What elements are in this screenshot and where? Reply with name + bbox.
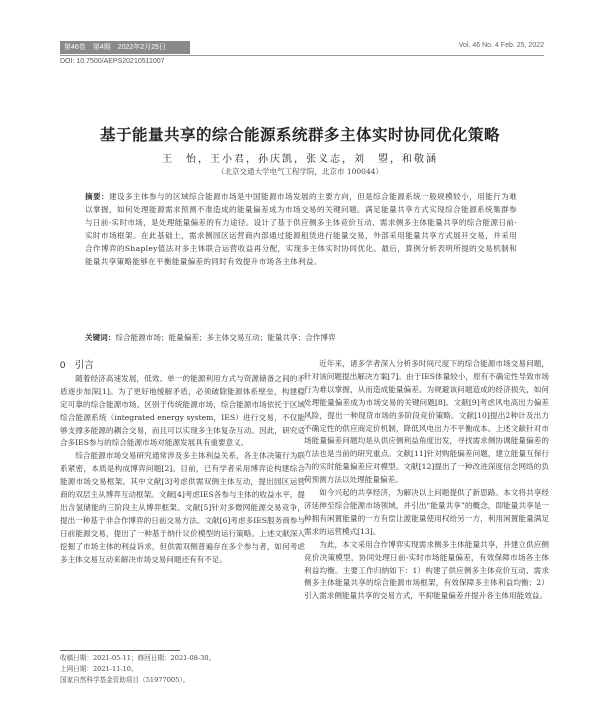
abstract-label: 摘要： <box>85 192 110 201</box>
section-heading: 0 引言 <box>60 360 94 371</box>
right-column <box>304 358 549 603</box>
issue-label-english: Vol. 46 No. 4 Feb. 25, 2022 <box>458 42 544 49</box>
keywords-label: 关键词： <box>85 333 116 342</box>
footnote-funding: 国家自然科学基金资助项目（51977005）。 <box>60 676 190 684</box>
left-column <box>60 360 305 567</box>
paragraph: 如今兴起的共享经济，为解决以上问题提供了新思路。本文将共享经济延伸至综合能源市场领域，并引出“能量共享”的概念，即能量共享是一种拥有闲置能量的一方有偿让渡能量使用权给另一方，利用闲置能量满足需求的运营模式[13]。 <box>304 488 549 536</box>
doi[interactable]: DOI: 10.7500/AEPS20210511007 <box>60 58 165 65</box>
journal-issue-bar <box>60 41 190 54</box>
keywords <box>85 332 517 343</box>
abstract-text: 建设多主体参与的区域综合能源市场是中国能源市场发展的主要方向，但是综合能源系统一般规模较小，用能行为难以掌握，如何处理能源需求预测不准造成的能量偏差成为市场交易的关键问题。满足能量共享方式实现综合能源系统集群参与日前-实时市场，是处理能量偏差的有力途径。设计了基于供应侧多主体竞价互动、需求侧多主体能量共享的综合能源日前-实时市场框架。在此基础上，需求侧园区运营商内部通过能源租赁进行能量交易，外部采用能量共享方式展开交易，并采用合作博弈的Shapley值法对多主体联合运营收益再分配，实现多主体实时协同优化。最后，算例分析表明所提的交易机制和能量共享策略能够在平衡能量偏差的同时有效提升市场各主体利益。 <box>85 192 517 266</box>
paragraph: 综合能源市场交易研究通常涉及多主体利益关系，各主体决策行为联系紧密，本质是构成博弈问题[2]。目前，已有学者采用博弈论构建综合能源市场交易框架。其中文献[3]考虑供需双侧主体互动，提出园区运营商的双层主从博弈互动框架。文献[4]考虑IES各参与主体的收益水平，提出含氢储能的三阶段主从博弈框架。文献[5]针对多微网能源交易竞争，提出一种基于非合作博弈的日前交易方法。文献[6]考虑多IES服务商参与日前能源交易，提出了一种基于纳什议价模型的运行策略。上述文献深入挖掘了市场主体的利益诉求，但供需双侧普遍存在多个参与者，如何考虑多主体交易互动来解决市场交易问题还有有不足。 <box>60 451 305 564</box>
affiliation: （北京交通大学电气工程学院，北京市 100044） <box>216 167 383 176</box>
footnote-received: 收稿日期：2021-05-11；修回日期：2021-08-30。 <box>60 654 216 662</box>
keywords-text: 综合能源市场；能量偏差；多主体交易互动；能量共享；合作博弈 <box>115 333 336 342</box>
issue-label: 第46卷 第4期 2022年2月25日 <box>64 44 166 51</box>
paper-title: 基于能量共享的综合能源系统群多主体实时协同优化策略 <box>99 127 500 144</box>
paragraph: 随着经济高速发展，低效、单一的能源利用方式与资源储备之间的矛盾逐步加深[1]。为了更好地缓解矛盾，必须破除能源体系壁垒，构建稳定可靠的综合能源市场。区别于传统能源市场，综合能源市场依托于区域综合能源系统（integrated energy system，IES）进行交易，不仅能够支撑多能源的耦合交易，而且可以实现多主体复杂互动。因此，研究适合多IES参与的综合能源市场对能源发展具有重要意义。 <box>60 373 305 448</box>
paragraph: 为此，本文采用合作博弈实现需求侧多主体能量共享，并建立供应侧竞价决策模型，协同处理日前-实时市场能量偏差，有效保障市场各主体利益均衡。主要工作归纳如下：1）构建了供应侧多主体竞价互动、需求侧多主体能量共享的综合能源市场框架，有效保障多主体利益均衡；2）引入需求侧能量共享的交易方式，平抑能量偏差并提升各主体用能效益。 <box>304 539 549 601</box>
paragraph: 近年来，诸多学者深入分析多时间尺度下的综合能源市场交易问题，针对该问题提出解决方案[7]。由于IES体量较小，原有不确定性导致市场行为难以掌握，从而造成能量偏差。为规避该问题造成的经济损失，如何处理能量偏差成为市场交易的关键问题[8]。文献[9]考虑风电高出力偏差风险，提出一种现货市场的多阶段竞价策略。文献[10]提出2种计及出力不确定性的供应商定价机制，降低风电出力不平衡成本。上述文献针对市场能量偏差问题均是从供应侧利益角度出发，寻找需求侧协调能量偏差的方法也是当前的研究重点。文献[11]针对购能偏差问题，建立能量互保行为的实时能量偏差应对模型。文献[12]提出了一种改进深度信念网络的负荷预测方法以处理能量偏差。 <box>304 359 549 485</box>
header-divider <box>60 55 544 56</box>
footnotes <box>60 653 215 686</box>
footnote-divider <box>60 650 180 651</box>
footnote-online: 上网日期：2021-11-10。 <box>60 665 138 673</box>
abstract <box>85 191 517 268</box>
author-list: 王 怡，王小君，孙庆凯，张义志，刘 曌，和敬涵 <box>162 154 438 165</box>
